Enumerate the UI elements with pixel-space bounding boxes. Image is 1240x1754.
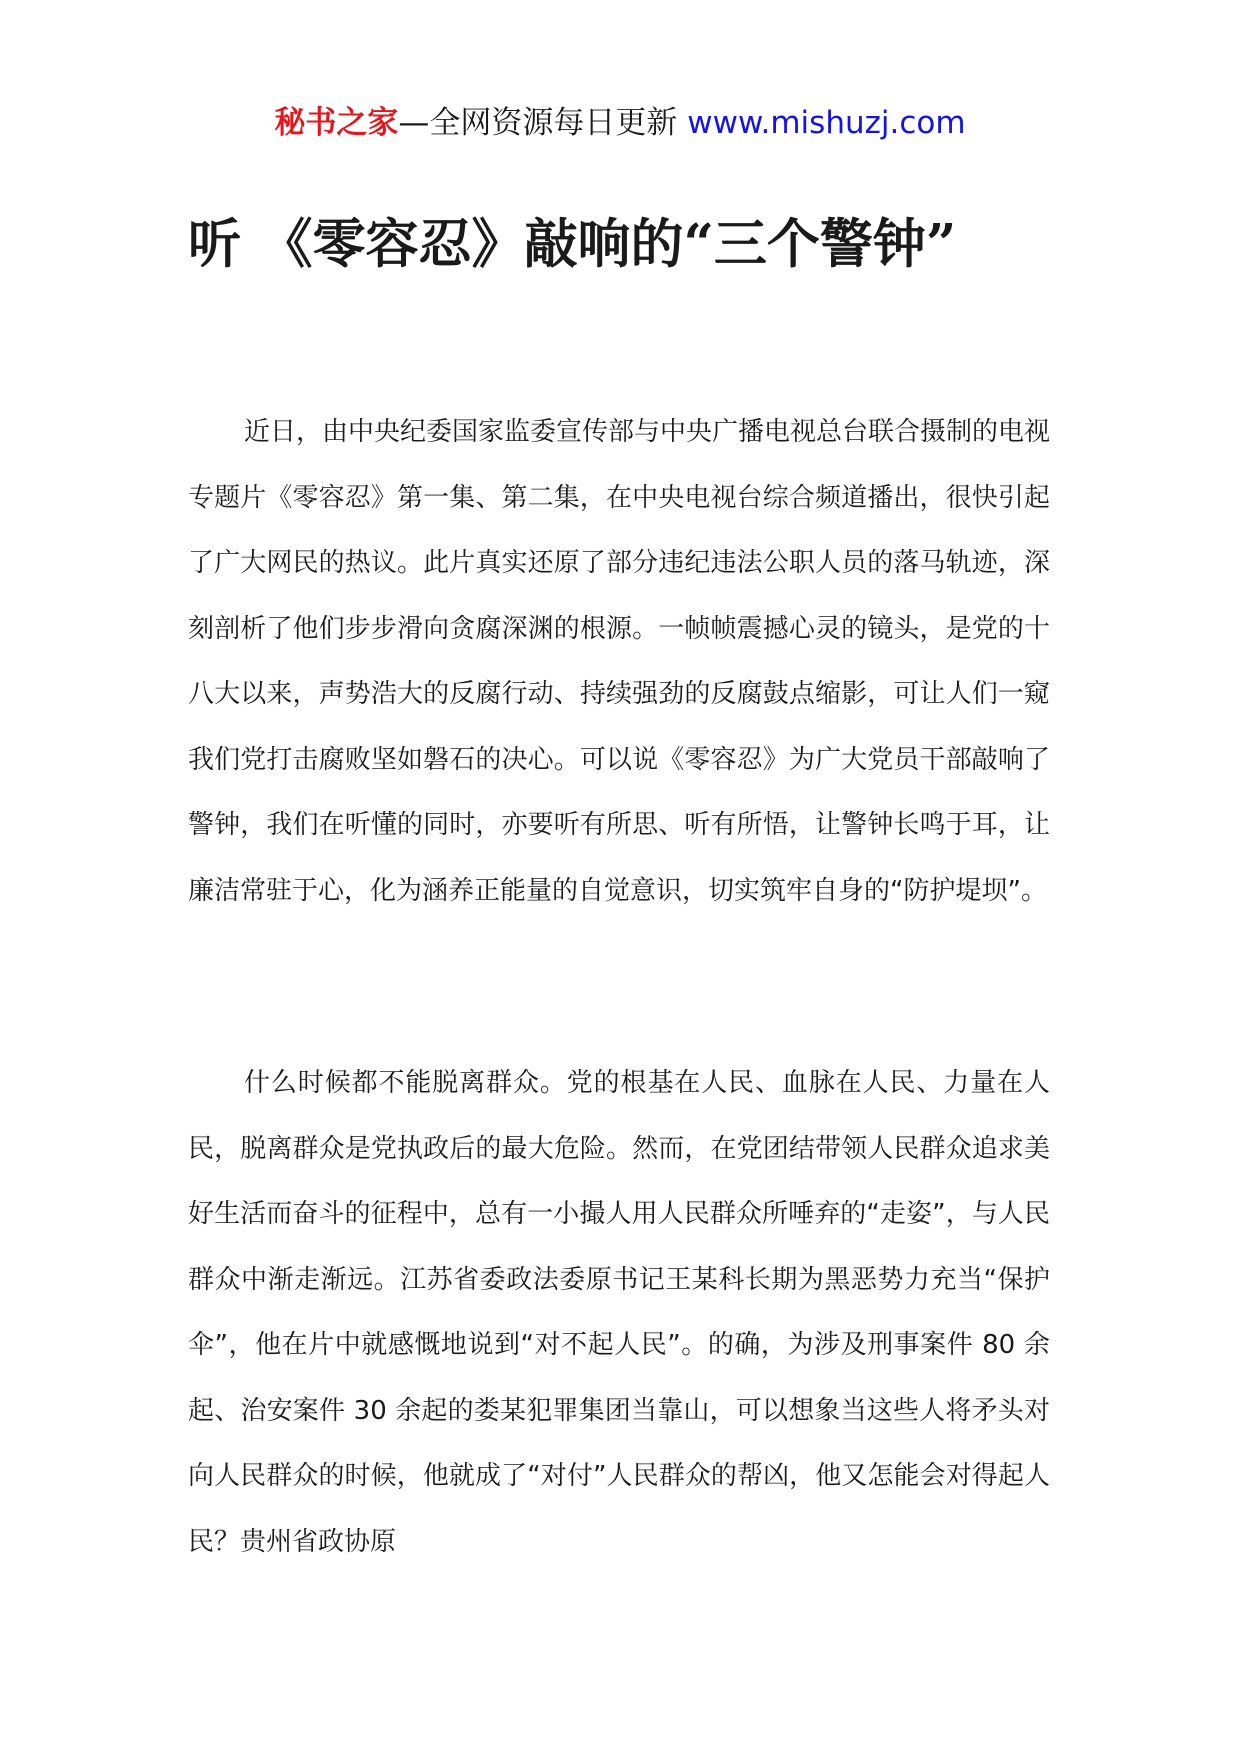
paragraph-1: 近日，由中央纪委国家监委宣传部与中央广播电视总台联合摄制的电视专题片《零容忍》第一集、第二集，在中央电视台综合频道播出，很快引起了广大网民的热议。此片真实还原了部分违纪违法公职人员的落马轨迹，深刻剖析了他们步步滑向贪腐深渊的根源。一帧帧震撼心灵的镜头，是党的十八大以来，声势浩大的反腐行动、持续强劲的反腐鼓点缩影，可让人们一窥我们党打击腐败坚如磐石的决心。可以说《零容忍》为广大党员干部敲响了警钟，我们在听懂的同时，亦要听有所思、听有所悟，让警钟长鸣于耳，让廉洁常驻于心，化为涵养正能量的自觉意识，切实筑牢自身的“防护堤坝”。 [188, 417, 1051, 906]
website-link[interactable]: www.mishuzj.com [687, 105, 966, 141]
header-slogan: —全网资源每日更新 [398, 105, 678, 141]
brand-name: 秘书之家 [274, 105, 399, 141]
paragraph-2: 什么时候都不能脱离群众。党的根基在人民、血脉在人民、力量在人民，脱离群众是党执政后的最大危险。然而，在党团结带领人民群众追求美好生活而奋斗的征程中，总有一小撮人用人民群众所唾弃的“走姿”，与人民群众中渐走渐远。江苏省委政法委原书记王某科长期为黑恶势力充当“保护伞”，他在片中就感慨地说到“对不起人民”。的确，为涉及刑事案件 80 余起、治安案件 30 余起的娄某犯罪集团当靠山，可以想象当这些人将矛头对向人民群众的时候，他就成了“对付”人民群众的帮凶，他又怎能会对得起人民？贵州省政协原 [188, 1068, 1050, 1557]
page-header [0, 98, 1240, 148]
article-title: 听 《零容忍》敲响的“三个警钟” [188, 213, 957, 275]
